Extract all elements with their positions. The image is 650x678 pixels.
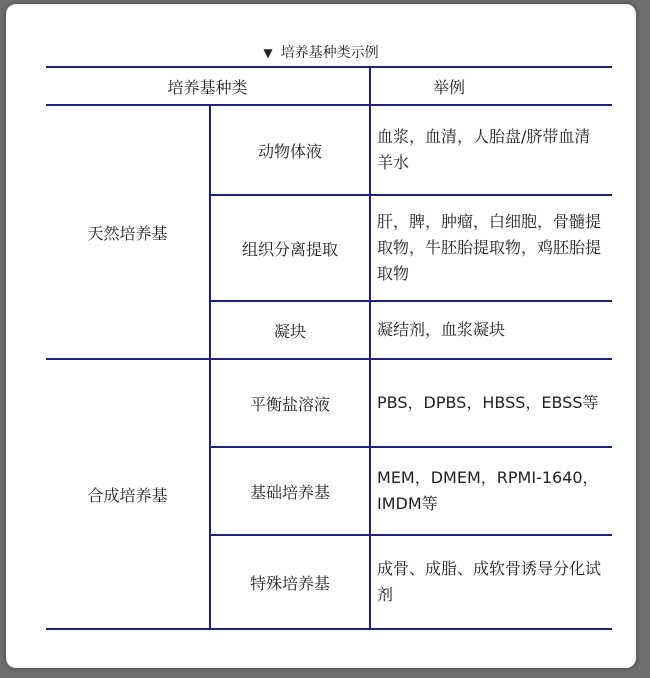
- table-row: [46, 359, 612, 447]
- group-name-synthetic: 合成培养基: [46, 359, 210, 629]
- medium-types-table: [46, 66, 612, 630]
- example-cell: 凝结剂，血浆凝块: [370, 301, 612, 359]
- subtype-cell: 组织分离提取: [210, 195, 370, 301]
- example-cell: 肝，脾，肿瘤，白细胞，骨髓提取物，牛胚胎提取物，鸡胚胎提取物: [370, 195, 612, 301]
- table-row: [46, 105, 612, 195]
- subtype-cell: 凝块: [210, 301, 370, 359]
- triangle-down-icon: ▼: [263, 46, 273, 60]
- header-category: 培养基种类: [46, 67, 370, 105]
- example-cell: 血浆，血清，人胎盘/脐带血清羊水: [370, 105, 612, 195]
- table-caption: [6, 42, 636, 62]
- example-cell: PBS，DPBS，HBSS，EBSS等: [370, 359, 612, 447]
- document-card: [6, 4, 636, 668]
- subtype-cell: 平衡盐溶液: [210, 359, 370, 447]
- subtype-cell: 动物体液: [210, 105, 370, 195]
- header-example: 举例: [370, 67, 612, 105]
- subtype-cell: 基础培养基: [210, 447, 370, 535]
- caption-text: 培养基种类示例: [280, 45, 379, 61]
- example-cell: MEM，DMEM，RPMI-1640，IMDM等: [370, 447, 612, 535]
- subtype-cell: 特殊培养基: [210, 535, 370, 629]
- table-header-row: [46, 67, 612, 105]
- group-name-natural: 天然培养基: [46, 105, 210, 359]
- example-cell: 成骨、成脂、成软骨诱导分化试剂: [370, 535, 612, 629]
